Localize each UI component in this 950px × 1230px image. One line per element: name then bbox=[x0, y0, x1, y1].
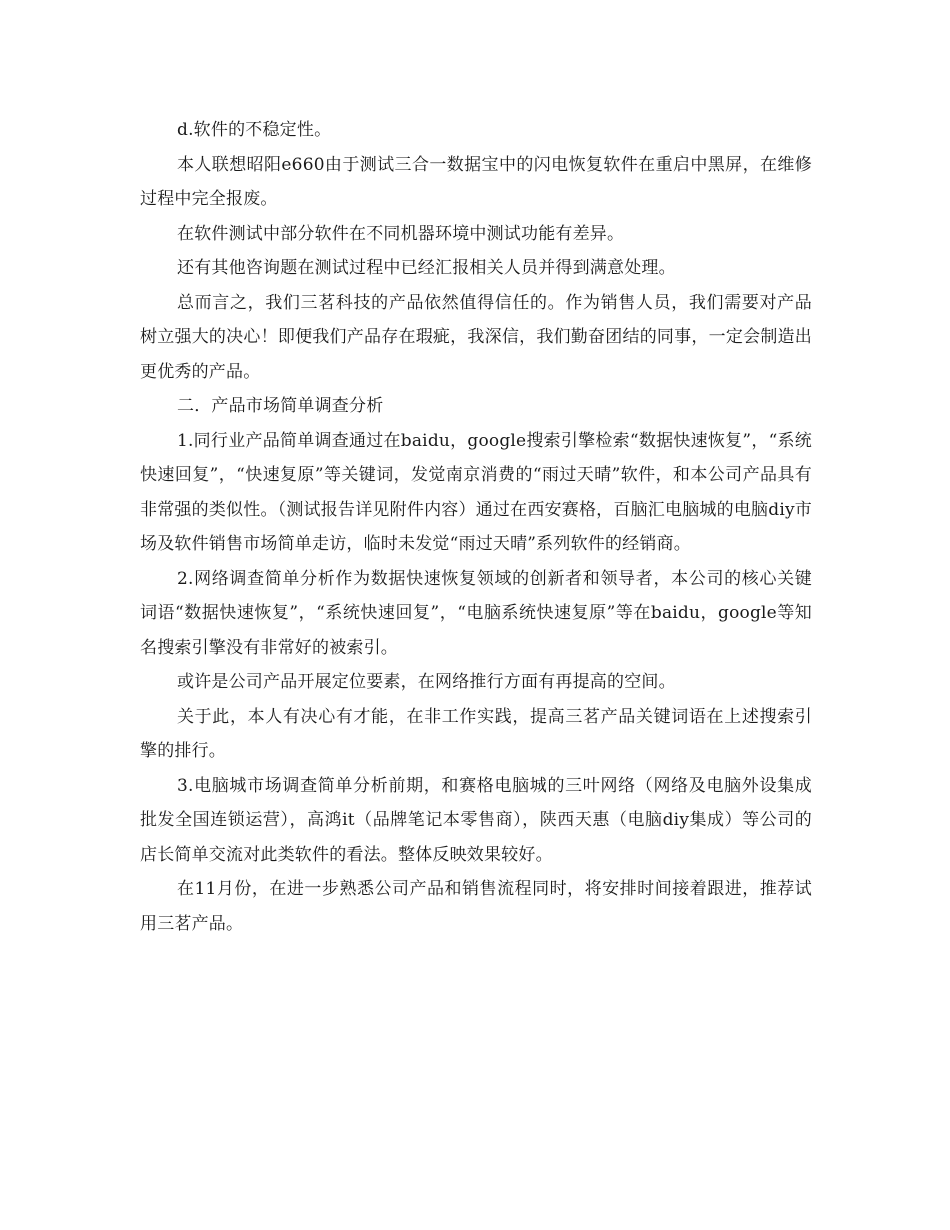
section-heading-market-analysis: 二．产品市场简单调查分析 bbox=[177, 396, 384, 416]
paragraph-summary: 总而言之，我们三茗科技的产品依然值得信任的。作为销售人员，我们需要对产品树立强大的决心！即便我们产品存在瑕疵，我深信，我们勤奋团结的同事，一定会制造出更优秀的产品。 bbox=[140, 292, 812, 382]
document-body bbox=[140, 113, 812, 941]
paragraph-network-survey: 2.网络调查简单分析作为数据快速恢复领域的创新者和领导者，本公司的核心关键词语“数据快速恢复”，“系统快速回复”，“电脑系统快速复原”等在baidu，google等知名搜索引擎没有非常好的被索引。 bbox=[140, 568, 812, 658]
paragraph-software-instability: d.软件的不稳定性。 bbox=[177, 120, 332, 140]
paragraph-laptop-failure: 本人联想昭阳e660由于测试三合一数据宝中的闪电恢复软件在重启中黑屏，在维修过程中完全报废。 bbox=[140, 154, 812, 209]
paragraph-test-differences: 在软件测试中部分软件在不同机器环境中测试功能有差异。 bbox=[177, 223, 625, 244]
paragraph-industry-survey: 1.同行业产品简单调查通过在baidu，google搜索引擎检索“数据快速恢复”，“系统快速回复”，“快速复原”等关键词，发觉南京消费的“雨过天晴”软件，和本公司产品具有非常强的类似性。（测试报告详见附件内容）通过在西安赛格，百脑汇电脑城的电脑diy市场及软件销售市场简单走访，临时未发觉“雨过天晴”系列软件的经销商。 bbox=[140, 430, 812, 554]
paragraph-ranking-plan: 关于此，本人有决心有才能，在非工作实践，提高三茗产品关键词语在上述搜索引擎的排行。 bbox=[140, 706, 812, 761]
paragraph-computer-city-survey: 3.电脑城市场调查简单分析前期，和赛格电脑城的三叶网络（网络及电脑外设集成批发全国连锁运营），高鸿it（品牌笔记本零售商），陕西天惠（电脑diy集成）等公司的店长简单交流对此类软件的看法。整体反映效果较好。 bbox=[140, 775, 812, 865]
paragraph-november-plan: 在11月份，在进一步熟悉公司产品和销售流程同时，将安排时间接着跟进，推荐试用三茗产品。 bbox=[140, 879, 812, 934]
paragraph-other-issues: 还有其他咨询题在测试过程中已经汇报相关人员并得到满意处理。 bbox=[177, 258, 676, 278]
paragraph-positioning: 或许是公司产品开展定位要素，在网络推行方面有再提高的空间。 bbox=[177, 672, 676, 692]
